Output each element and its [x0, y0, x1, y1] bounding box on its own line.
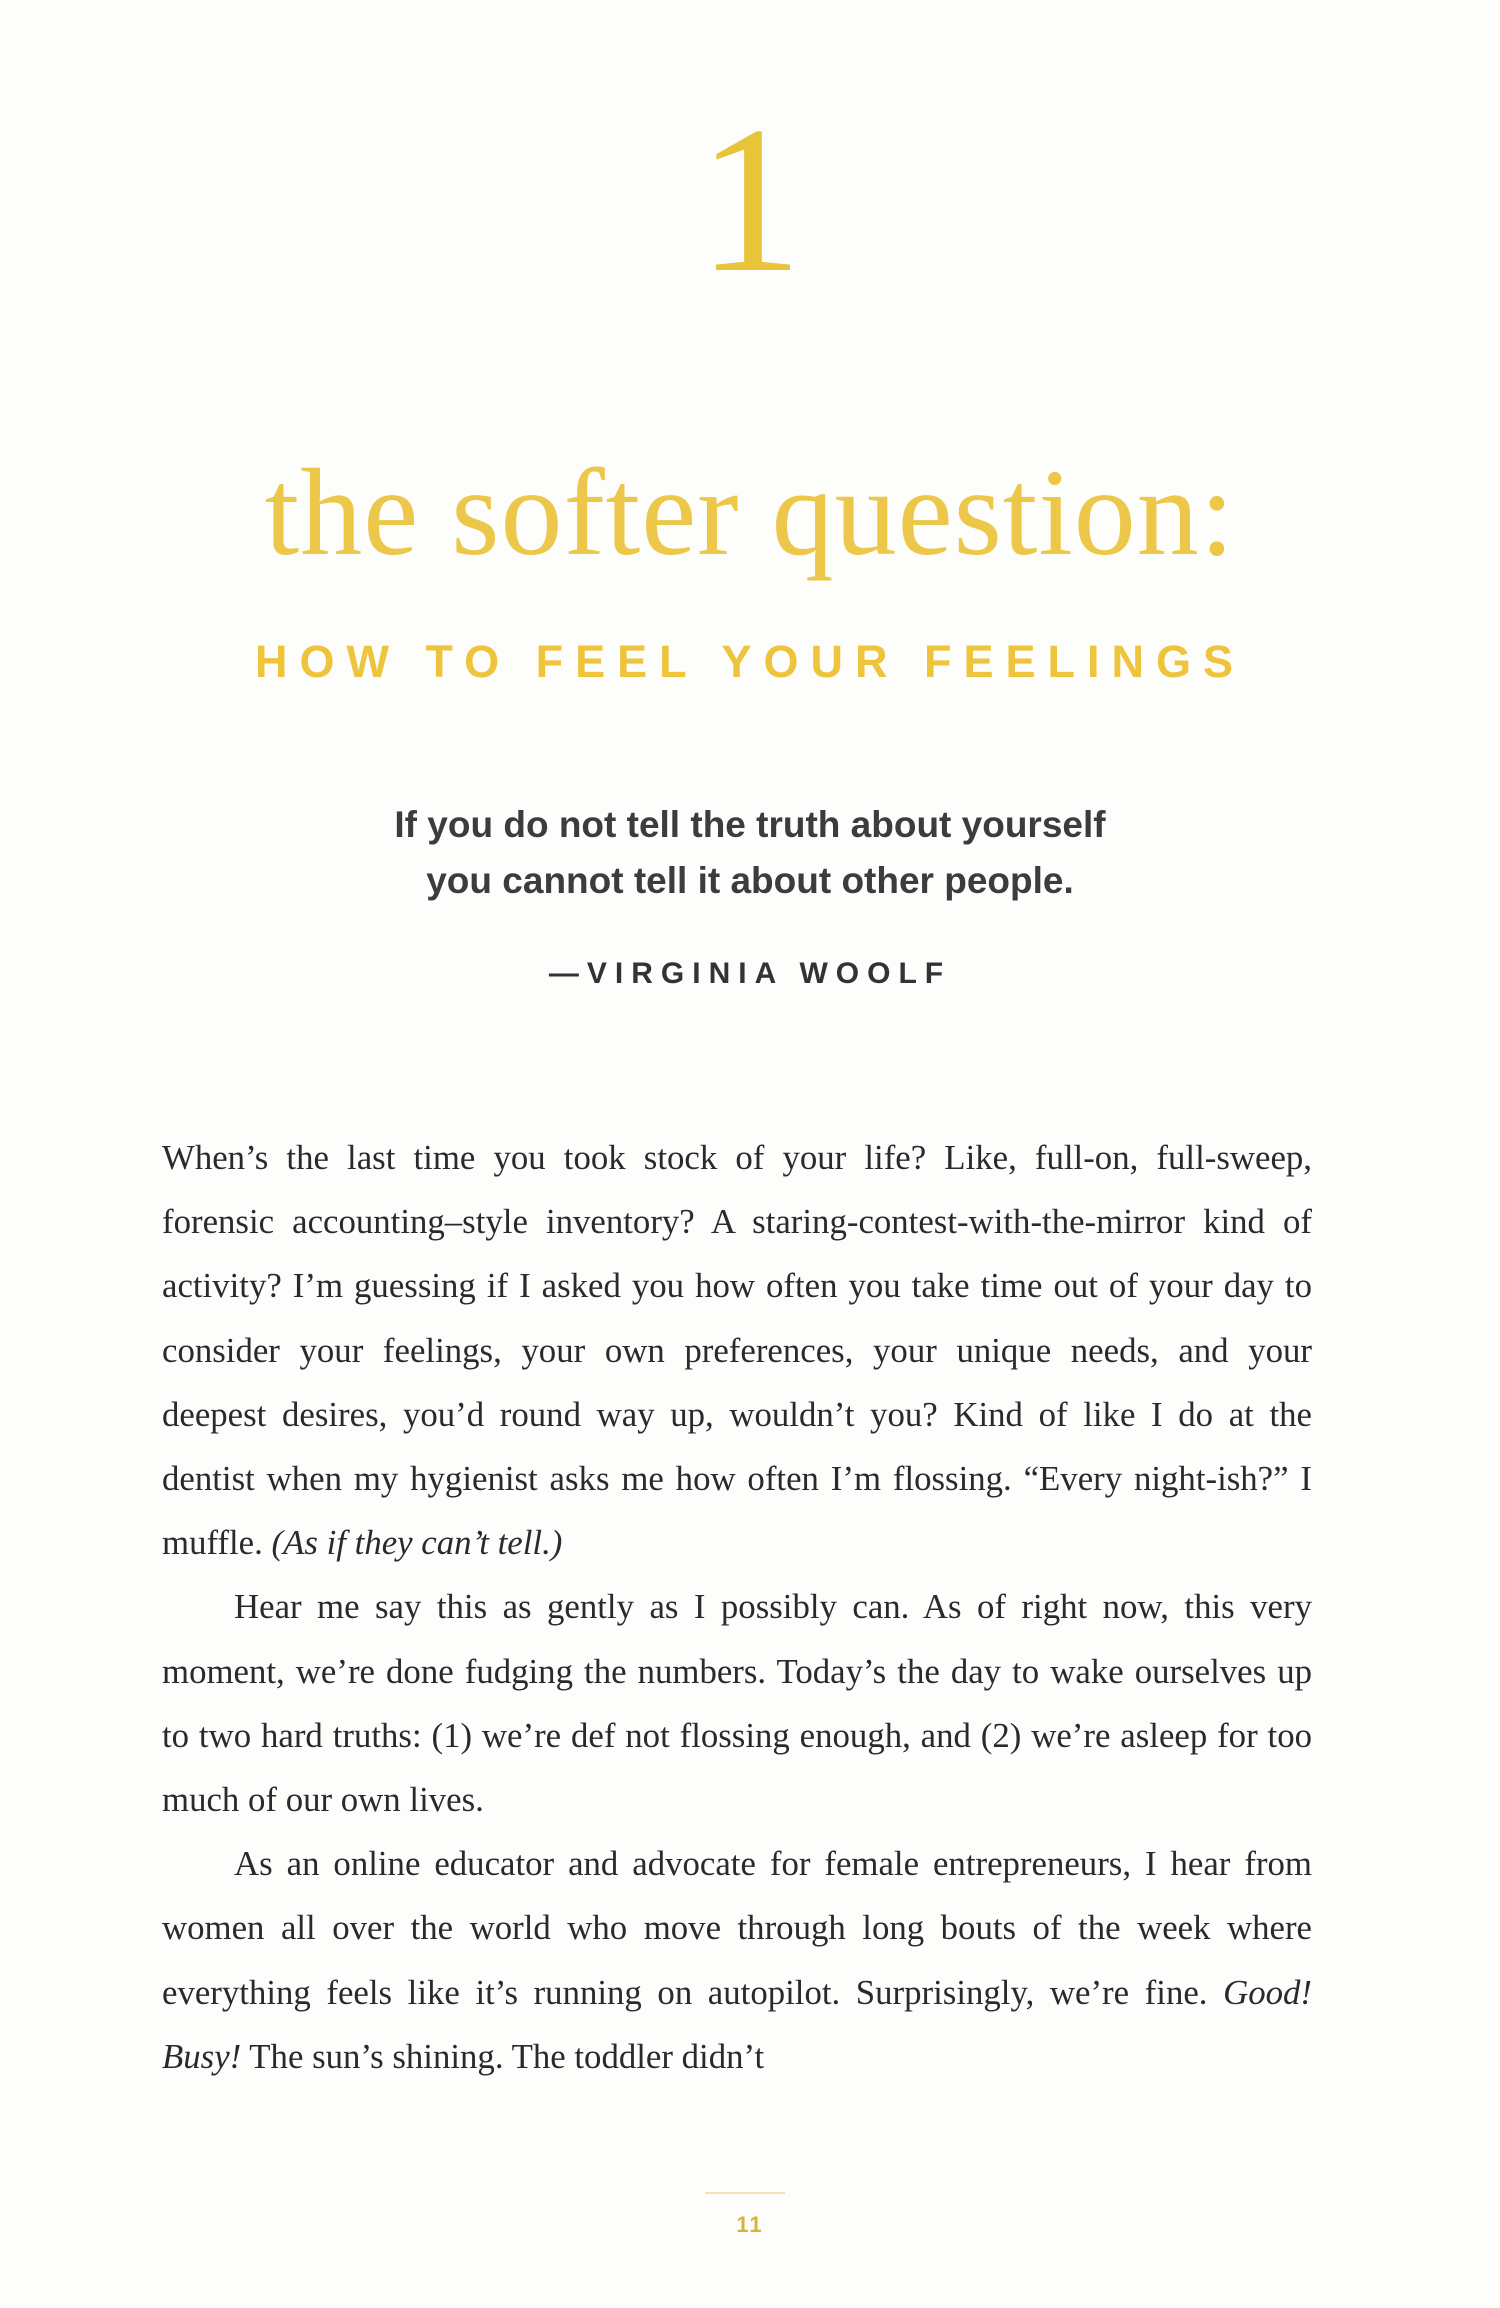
paragraph-3-text-start: As an online educator and advocate for female entrepreneurs, I hear from women all over the world who move through long bouts of the week where everything feels like it’s running on autopilot. Surprisingly, we’re fine. — [162, 1844, 1312, 2012]
footer-rule — [705, 2192, 785, 2194]
chapter-subtitle: HOW TO FEEL YOUR FEELINGS — [254, 636, 1246, 687]
epigraph-attribution: —VIRGINIA WOOLF — [548, 957, 952, 990]
chapter-number: 1 — [697, 84, 803, 316]
epigraph-quote — [0, 797, 1500, 909]
paragraph-3-text-end: The sun’s shining. The toddler didn’t — [241, 2036, 765, 2076]
paragraph-1-italic-aside: (As if they can’t tell.) — [271, 1523, 563, 1563]
epigraph-line-1: If you do not tell the truth about yourself — [394, 804, 1106, 845]
paragraph-3 — [162, 1832, 1312, 2089]
paragraph-2: Hear me say this as gently as I possibly can. As of right now, this very moment, we’re done fudging the numbers. Today’s the day to wake ourselves up to two hard truths: (1) we’re def not flossing enough, and (2) we’re asleep for too much of our own lives. — [162, 1587, 1312, 1820]
paragraph-1 — [162, 1126, 1312, 1575]
body-text — [162, 1126, 1312, 2089]
epigraph-line-2: you cannot tell it about other people. — [426, 860, 1074, 901]
paragraph-3-italic-phrase: Good! Busy! — [162, 1972, 1312, 2076]
chapter-title: the softer question: — [264, 444, 1236, 581]
page-number: 11 — [736, 2212, 764, 2237]
paragraph-1-text: When’s the last time you took stock of your life? Like, full-on, full-sweep, forensic accounting–style inventory? A staring-contest-with-the-mirror kind of activity? I’m guessing if I asked you how often you take time out of your day to consider your feelings, your own preferences, your unique needs, and your deepest desires, you’d round way up, wouldn’t you? Kind of like I do at the dentist when my hygienist asks me how often I’m flossing. “Every night-ish?” I muffle. — [162, 1138, 1312, 1563]
